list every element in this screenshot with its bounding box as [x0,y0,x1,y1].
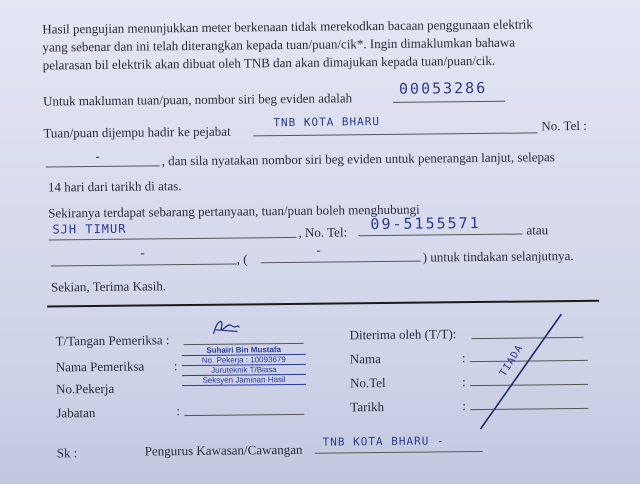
strike-line [473,310,566,433]
para-line-3: pelarasan bil elektrik akan dibuat oleh TNB dan akan dimajukan kepada tuan/puan/cik. [42,52,496,73]
nama-right-colon: : [461,350,466,366]
tiada-text: TIADA [497,342,526,379]
stamp-role: Juruteknik T/Biasa [182,365,306,376]
office-value[interactable]: TNB KOTA BHARU [273,115,381,130]
contact-tel-value[interactable]: 09-5155571 [370,213,481,234]
separator-rule [47,300,599,308]
invite-label: Tuan/puan dijempu hadir ke pejabat [43,123,231,141]
jabatan-colon: : [176,403,181,419]
contact-atau: atau [526,222,549,238]
alt-tel-line-2 [261,261,421,264]
paren-close: ) untuk tindakan selanjutnya. [422,248,574,265]
no-tel-label: No.Tel [349,374,386,391]
ttangan-label: T/Tangan Pemeriksa : [55,332,170,349]
contact-label: Sekiranya terdapat sebarang pertanyaan, tuan/puan boleh menghubungi [48,201,420,221]
invite-tel-line [46,165,160,167]
contact-tel-line [358,234,522,237]
stamp-name: Suhairi Bin Mustafa [182,345,306,356]
nama-label: Nama [349,351,381,367]
no-tel-colon: : [461,374,466,390]
pengurus-value[interactable]: TNB KOTA BHARU - [322,434,445,449]
invite-tel-value[interactable]: - [93,149,103,166]
para-line-2: yang sebenar dan ini telah diterangkan kepada tuan/puan/cik*. Ingin dimaklumkan bahawa [42,34,516,55]
jabatan-line [184,414,304,416]
evidence-line [393,101,505,103]
officer-stamp [182,345,306,386]
invite-line-2: 14 hari dari tarikh di atas. [47,178,182,195]
stamp-dept: Seksyen Jaminan Hasil [182,375,306,386]
sk-label: Sk : [56,445,78,461]
tarikh-label: Tarikh [350,399,385,415]
signature-mark [207,315,243,339]
contact-name-line [49,237,297,241]
nama-pemeriksa-label: Nama Pemeriksa [55,358,145,375]
office-line [253,132,537,136]
evidence-number[interactable]: 00053286 [398,78,488,98]
no-pekerja-label: No.Pekerja [55,380,115,397]
pengurus-line [315,451,483,454]
alt-tel-line-1 [51,264,237,267]
pengurus-label: Pengurus Kawasan/Cawangan [144,441,303,459]
contact-tel-label: , No. Tel: [298,224,348,240]
contact-name[interactable]: SJH TIMUR [52,221,127,237]
closing-text: Sekian, Terima Kasih. [50,278,167,295]
invite-rest: , dan sila nyatakan nombor siri beg eviden untuk penerangan lanjut, selepas [161,149,555,169]
evidence-label: Untuk makluman tuan/puan, nombor siri beg eviden adalah [42,90,353,109]
tarikh-colon: : [462,398,466,414]
nama-colon: : [173,358,178,374]
stamp-no: No. Pekerja : 10093679 [182,355,306,366]
jabatan-label: Jabatan [56,405,96,421]
diterima-label: Diterima oleh (T/T): [349,326,457,343]
alt-tel-value-2[interactable]: - [314,243,324,259]
invite-tel-label: No. Tel : [541,117,587,134]
alt-tel-value-1[interactable]: - [138,246,148,262]
paren-open: , ( [236,251,248,267]
para-line-1: Hasil pengujian menunjukkan meter berkenaan tidak merekodkan bacaan penggunaan elektrik [42,16,533,37]
